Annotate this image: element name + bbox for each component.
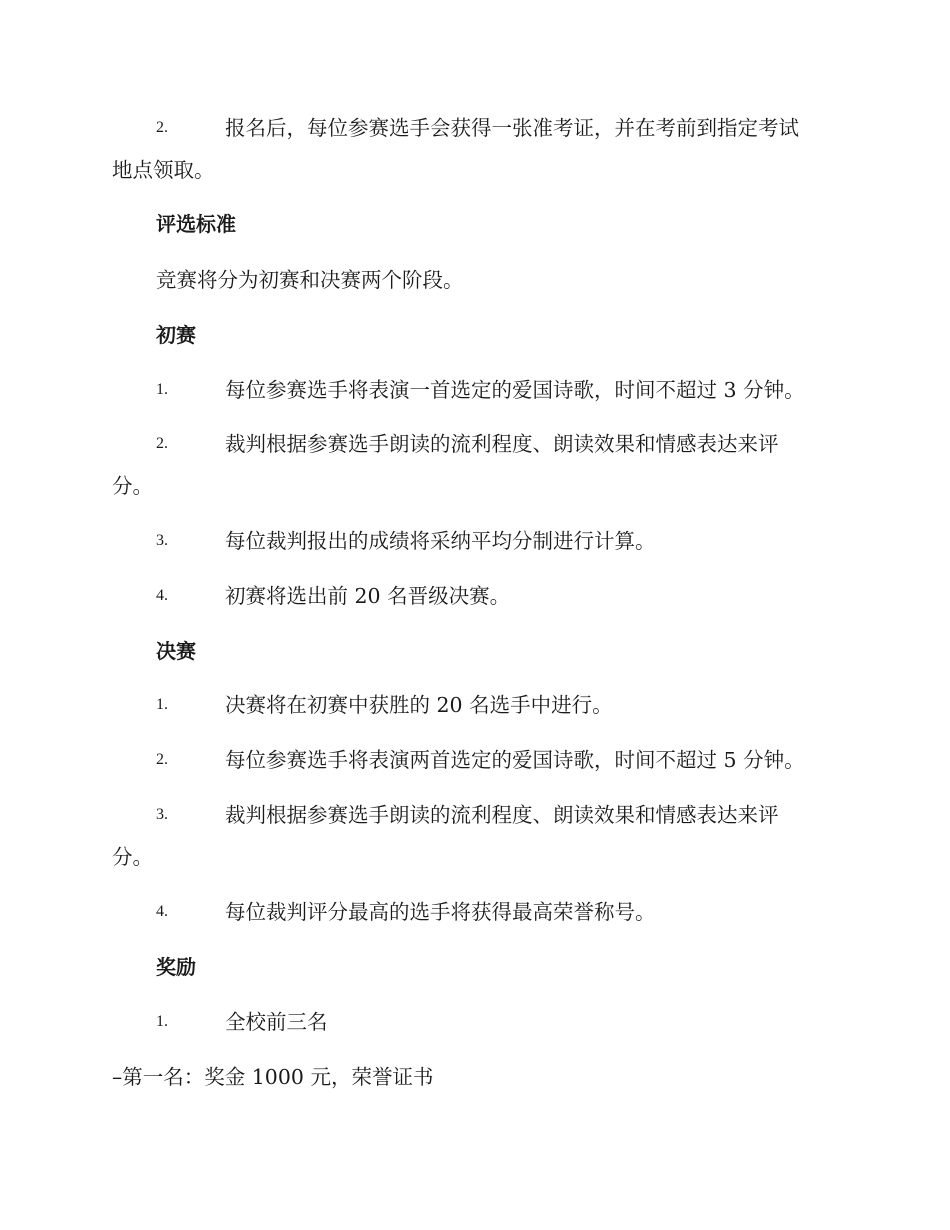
list-item-continuation: 分。 (112, 474, 153, 498)
section-heading-prelim: 初赛 (156, 323, 196, 347)
list-number: 2. (156, 751, 168, 768)
list-number: 2. (156, 435, 168, 452)
list-text: 每位参赛选手将表演一首选定的爱国诗歌，时间不超过 3 分钟。 (225, 378, 805, 402)
list-text: 初赛将选出前 20 名晋级决赛。 (225, 584, 511, 608)
award-first-place: –第一名：奖金 1000 元，荣誉证书 (112, 1065, 434, 1089)
list-number: 3. (156, 532, 168, 549)
list-text: 每位裁判报出的成绩将采纳平均分制进行计算。 (225, 529, 656, 553)
list-text: 裁判根据参赛选手朗读的流利程度、朗读效果和情感表达来评 (225, 432, 779, 456)
list-text: 全校前三名 (225, 1010, 328, 1034)
list-text: 每位参赛选手将表演两首选定的爱国诗歌，时间不超过 5 分钟。 (225, 748, 805, 772)
list-item-continuation: 地点领取。 (112, 158, 215, 182)
list-number: 2. (156, 119, 168, 136)
list-number: 3. (156, 806, 168, 823)
list-item-continuation: 分。 (112, 845, 153, 869)
list-text: 报名后，每位参赛选手会获得一张准考证，并在考前到指定考试 (225, 116, 799, 140)
list-text: 裁判根据参赛选手朗读的流利程度、朗读效果和情感表达来评 (225, 803, 779, 827)
section-heading-criteria: 评选标准 (156, 212, 236, 236)
list-number: 1. (156, 381, 168, 398)
list-text: 每位裁判评分最高的选手将获得最高荣誉称号。 (225, 900, 656, 924)
list-number: 1. (156, 696, 168, 713)
list-text: 决赛将在初赛中获胜的 20 名选手中进行。 (225, 693, 613, 717)
list-number: 4. (156, 903, 168, 920)
section-heading-final: 决赛 (156, 639, 196, 663)
list-number: 4. (156, 587, 168, 604)
list-number: 1. (156, 1013, 168, 1030)
section-heading-award: 奖励 (156, 955, 196, 979)
paragraph: 竞赛将分为初赛和决赛两个阶段。 (156, 268, 464, 292)
